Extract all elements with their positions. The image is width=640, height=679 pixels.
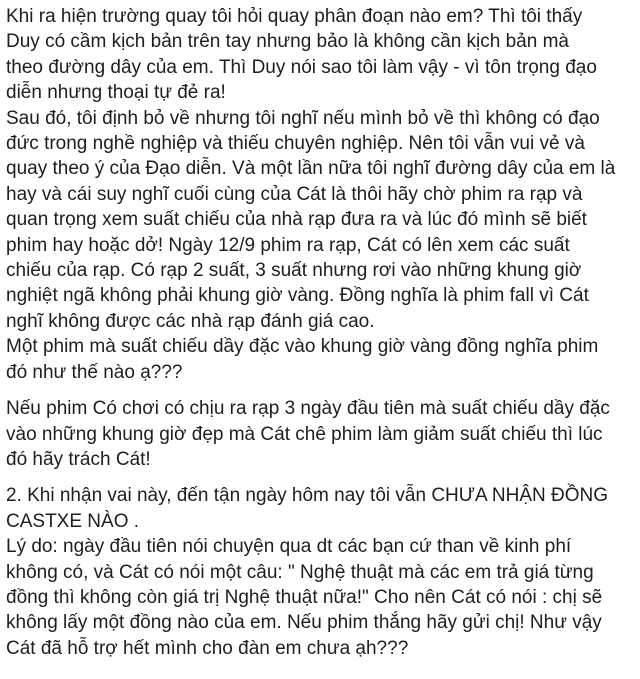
text-line: phim hay hoặc dở! Ngày 12/9 phim ra rạp, Cát có lên xem các suất (6, 234, 570, 256)
paragraph-gap (6, 472, 632, 483)
paragraph-2 (6, 396, 632, 472)
text-line: Nếu phim Có chơi có chịu ra rạp 3 ngày đầu tiên mà suất chiếu dầy đặc (6, 398, 610, 420)
text-line: Cát đã hỗ trợ hết mình cho đàn em chưa ạh??? (6, 637, 409, 659)
text-line: chiếu của rạp. Có rạp 2 suất, 3 suất nhưng rơi vào những khung giờ (6, 260, 582, 282)
text-line: vào những khung giờ đẹp mà Cát chê phim làm giảm suất chiếu thì lúc (6, 423, 603, 445)
text-line: quan trọng xem suất chiếu của nhà rạp đưa ra và lúc đó mình sẽ biết (6, 209, 587, 231)
text-line: không lấy một đồng nào của em. Nếu phim thắng hãy gửi chị! Như vậy (6, 612, 602, 634)
text-line: không có, và Cát có nói một câu: " Nghệ thuật mà các em trả giá từng (6, 561, 594, 583)
text-line: diễn nhưng thoại tự đẻ ra! (6, 82, 226, 104)
text-line: quay theo ý của Đạo diễn. Và một lần nữa tôi nghĩ đường dây của em là (6, 158, 616, 180)
text-line: nghiệt ngã không phải khung giờ vàng. Đồng nghĩa là phim fall vì Cát (6, 285, 589, 307)
text-line: Duy có cầm kịch bản trên tay nhưng bảo là không cần kịch bản mà (6, 31, 569, 53)
text-line: đó như thế nào ạ??? (6, 361, 183, 383)
text-line: đồng thì không còn giá trị Nghệ thuật nữa!" Cho nên Cát có nói : chị sẽ (6, 586, 603, 608)
text-line: hay và cái suy nghĩ cuối cùng của Cát là thôi hãy chờ phim ra rạp và (6, 183, 583, 205)
paragraph-3 (6, 483, 632, 661)
text-line: Một phim mà suất chiếu dầy đặc vào khung giờ vàng đồng nghĩa phim (6, 336, 599, 358)
text-line: Lý do: ngày đầu tiên nói chuyện qua dt các bạn cứ than về kinh phí (6, 536, 572, 558)
text-line: nghĩ không được các nhà rạp đánh giá cao. (6, 310, 375, 332)
paragraph-gap (6, 385, 632, 396)
text-line: theo đường dây của em. Thì Duy nói sao tôi làm vậy - vì tôn trọng đạo (6, 56, 597, 78)
text-line: đó hãy trách Cát! (6, 448, 151, 470)
text-line: Sau đó, tôi định bỏ về nhưng tôi nghĩ nếu mình bỏ về thì không có đạo (6, 107, 600, 129)
text-line: đức trong nghề nghiệp và thiếu chuyên nghiệp. Nên tôi vẫn vui vẻ và (6, 133, 585, 155)
text-line: 2. Khi nhận vai này, đến tận ngày hôm nay tôi vẫn CHƯA NHẬN ĐỒNG (6, 485, 609, 507)
paragraph-1 (6, 4, 632, 385)
text-line: CASTXE NÀO . (6, 510, 140, 532)
text-line: Khi ra hiện trường quay tôi hỏi quay phân đoạn nào em? Thì tôi thấy (6, 6, 583, 27)
